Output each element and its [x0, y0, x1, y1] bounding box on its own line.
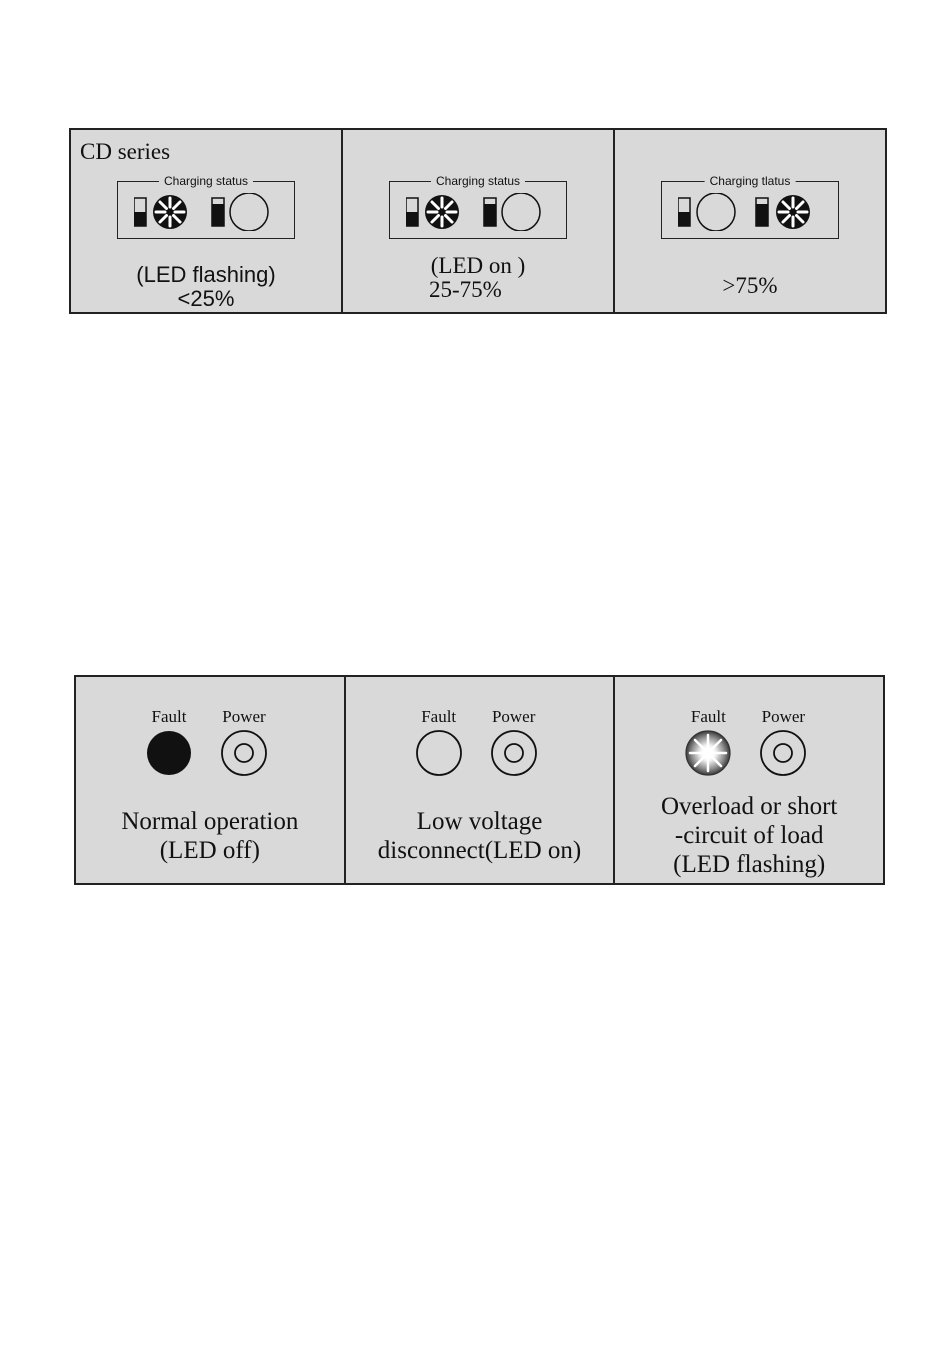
power-led-icon — [492, 731, 536, 775]
battery-icon — [134, 198, 146, 226]
charging-status-box — [389, 174, 567, 239]
fault-led-empty-icon — [417, 731, 461, 775]
caption-line: <25% — [177, 286, 235, 311]
fault-cell-overload — [615, 677, 883, 883]
power-label: Power — [222, 707, 266, 726]
fault-label: Fault — [151, 707, 187, 726]
battery-icon — [484, 198, 496, 226]
battery-icon — [756, 198, 768, 226]
charging-caption — [71, 263, 341, 311]
caption-line: 25-75% — [429, 277, 502, 302]
power-led-icon — [761, 731, 805, 775]
charging-status-box — [661, 174, 839, 239]
battery-icon — [212, 198, 224, 226]
charging-status-label: Charging status — [159, 173, 253, 189]
caption-line: (LED flashing) — [673, 851, 826, 878]
fault-cell-normal — [76, 677, 346, 883]
caption-line: >75% — [722, 273, 778, 298]
led-labels — [346, 707, 614, 727]
power-led-icon — [222, 731, 266, 775]
charging-cell-high — [615, 130, 885, 312]
led-off-icon — [230, 193, 268, 231]
led-labels — [76, 707, 344, 727]
fault-status-panel — [74, 675, 885, 885]
fault-caption — [615, 792, 883, 879]
led-labels — [615, 707, 883, 727]
fault-cell-low-voltage — [346, 677, 616, 883]
led-indicators — [615, 726, 884, 782]
status-indicator-group — [678, 193, 828, 231]
charging-status-panel — [69, 128, 887, 314]
caption-line: (LED off) — [159, 837, 260, 864]
caption-line: Low voltage — [416, 808, 543, 835]
charging-status-label: Charging tlatus — [705, 173, 796, 189]
led-indicators — [76, 726, 345, 782]
charging-cell-mid — [343, 130, 615, 312]
charging-status-label: Charging status — [431, 173, 525, 189]
sun-led-on-icon — [776, 195, 810, 229]
fault-led-filled-icon — [147, 731, 191, 775]
power-label: Power — [491, 707, 536, 726]
charging-caption — [343, 254, 613, 302]
fault-label: Fault — [421, 707, 457, 726]
charging-cell-low — [71, 130, 343, 312]
caption-line: (LED flashing) — [136, 262, 276, 287]
charging-caption — [615, 274, 885, 298]
caption-line: Overload or short — [661, 793, 838, 820]
status-indicator-group — [134, 193, 284, 231]
caption-line: disconnect(LED on) — [377, 837, 582, 864]
fault-caption — [346, 807, 614, 865]
fault-led-flashing-icon — [686, 731, 730, 775]
series-label: CD series — [80, 139, 171, 164]
fault-caption — [76, 807, 344, 865]
status-indicator-group — [406, 193, 556, 231]
battery-icon — [406, 198, 418, 226]
sun-led-flashing-icon — [153, 195, 187, 229]
battery-icon — [678, 198, 690, 226]
fault-label: Fault — [690, 707, 726, 726]
caption-line: -circuit of load — [674, 822, 824, 849]
power-label: Power — [761, 707, 806, 726]
caption-line: (LED on ) — [430, 253, 526, 278]
caption-line: Normal operation — [121, 808, 299, 835]
sun-led-on-icon — [425, 195, 459, 229]
led-off-icon — [502, 193, 540, 231]
led-off-icon — [697, 193, 735, 231]
charging-status-box — [117, 174, 295, 239]
led-indicators — [346, 726, 615, 782]
